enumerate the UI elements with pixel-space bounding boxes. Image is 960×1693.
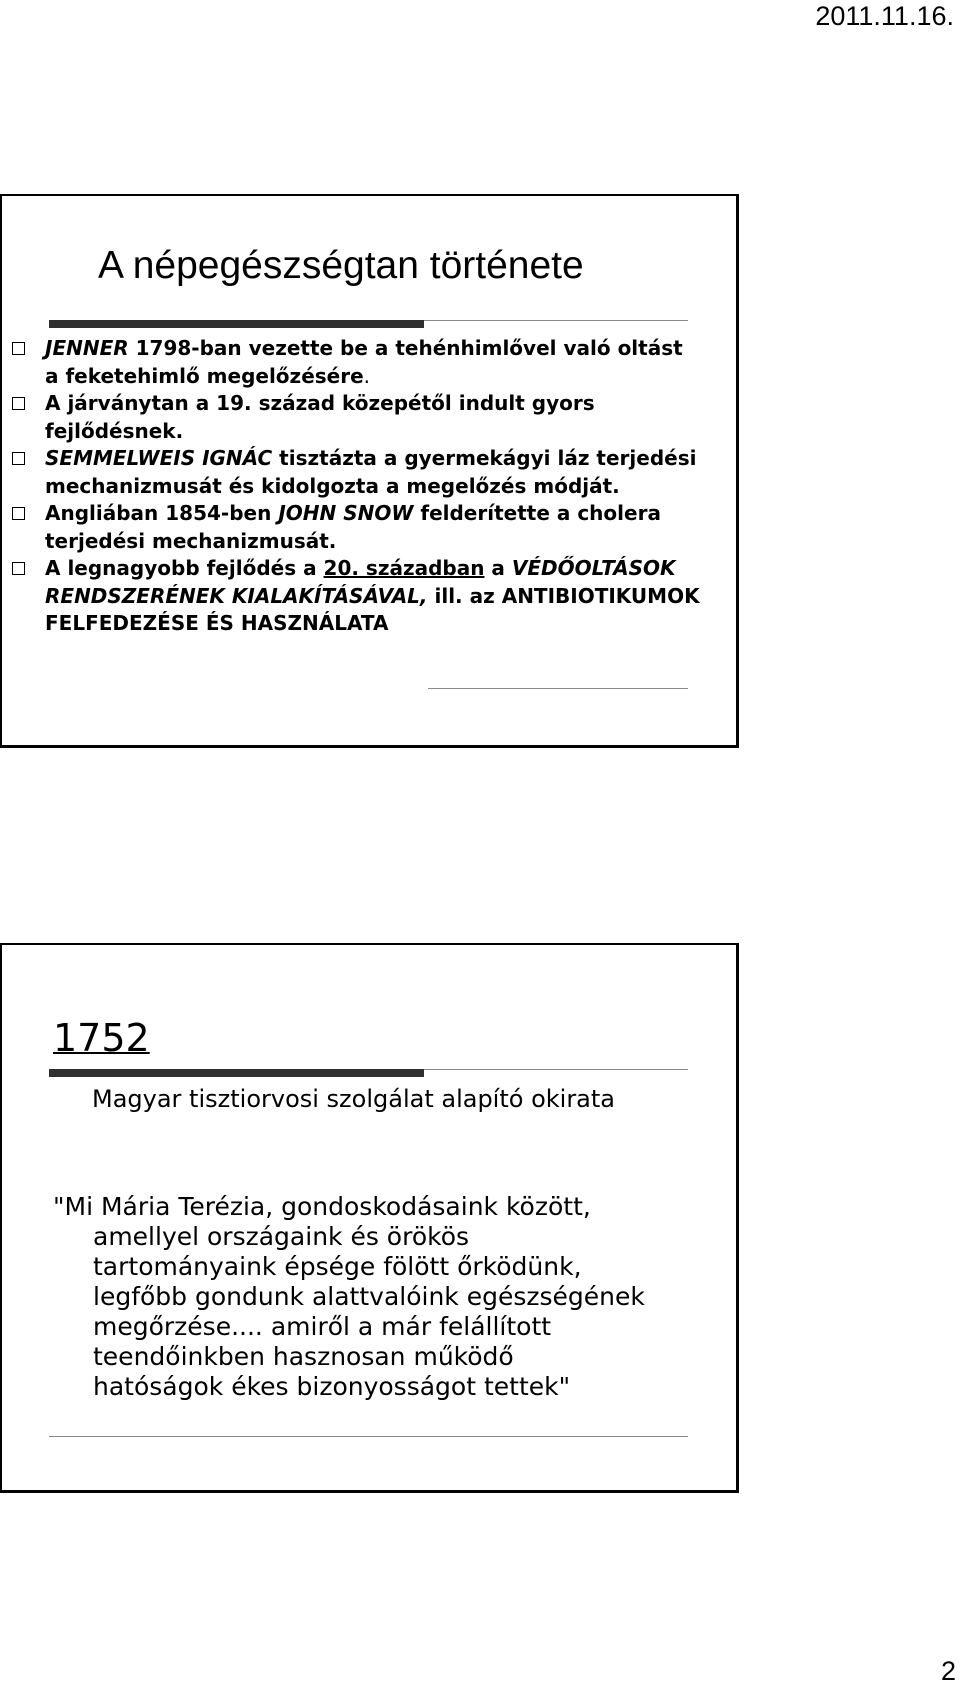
bullet-list [0, 335, 700, 638]
bullet-text-antibiotics: ill. az ANTIBIOTIKUMOK FELFEDEZÉSE ÉS HASZNÁLATA [45, 583, 700, 635]
title-rule-thick [49, 1069, 424, 1077]
bullet-text: a [484, 556, 512, 580]
bullet-text-period: . [363, 363, 371, 388]
quote-line: amellyel országaink és örökös [93, 1222, 470, 1251]
quote-line: hatóságok ékes bizonyosságot tettek" [93, 1372, 571, 1401]
checkbox-bullet-icon [12, 452, 25, 465]
slide-2-subtitle: Magyar tisztiorvosi szolgálat alapító okirata [92, 1085, 616, 1113]
year-text: 1752 [53, 1016, 150, 1060]
checkbox-bullet-icon [12, 507, 25, 520]
bullet-text: 1798-ban vezette be a tehénhimlővel való oltást a feketehimlő megelőzésére [45, 336, 683, 388]
bullet-item [0, 555, 700, 638]
bullet-text-jenner: JENNER [45, 336, 129, 360]
bullet-item [0, 335, 700, 390]
bullet-text-semmelweis: SEMMELWEIS IGNÁC [45, 446, 273, 470]
quote-line: "Mi Mária Terézia, gondoskodásaink között, [53, 1192, 591, 1221]
bullet-text: tisztázta a gyermekágyi láz terjedési mechanizmusát és kidolgozta a megelőzés módját. [45, 446, 697, 498]
header-date: 2011.11.16. [815, 1, 954, 31]
quote-line: legfőbb gondunk alattvalóink egészségének [93, 1282, 645, 1311]
quote-line: megőrzése.... amiről a már felállított [93, 1312, 552, 1341]
title-rule-thick [49, 320, 424, 328]
slide-2-year-heading [53, 1014, 150, 1062]
bottom-rule-thin [49, 1436, 688, 1437]
bullet-text: Angliában 1854-ben [45, 501, 279, 525]
quote-line: teendőinkben hasznosan működő [93, 1342, 514, 1371]
bullet-text-vaccination-systems: VÉDŐOLTÁSOK RENDSZERÉNEK KIALAKÍTÁSÁVAL, [45, 556, 676, 608]
bottom-rule-thin [428, 688, 688, 689]
page-number: 2 [940, 1656, 956, 1686]
title-rule-thin [424, 1069, 688, 1070]
quote-line: tartományaink épsége fölött őrködünk, [93, 1252, 582, 1281]
checkbox-bullet-icon [12, 397, 25, 410]
decree-quote [53, 1192, 733, 1402]
slide-1-title: A népegészségtan története [98, 244, 584, 287]
bullet-text: felderítette a cholera terjedési mechanizmusát. [45, 501, 661, 553]
bullet-text-john-snow: JOHN SNOW [278, 501, 414, 525]
bullet-item [0, 500, 700, 555]
checkbox-bullet-icon [12, 342, 25, 355]
bullet-text: A legnagyobb fejlődés a [45, 556, 324, 580]
bullet-text-20th-century: 20. században [323, 556, 485, 580]
checkbox-bullet-icon [12, 562, 25, 575]
title-rule-thin [424, 320, 688, 321]
bullet-item [0, 445, 700, 500]
bullet-text: A járványtan a 19. század közepétől indult gyors fejlődésnek. [45, 391, 595, 443]
bullet-item [0, 390, 700, 445]
